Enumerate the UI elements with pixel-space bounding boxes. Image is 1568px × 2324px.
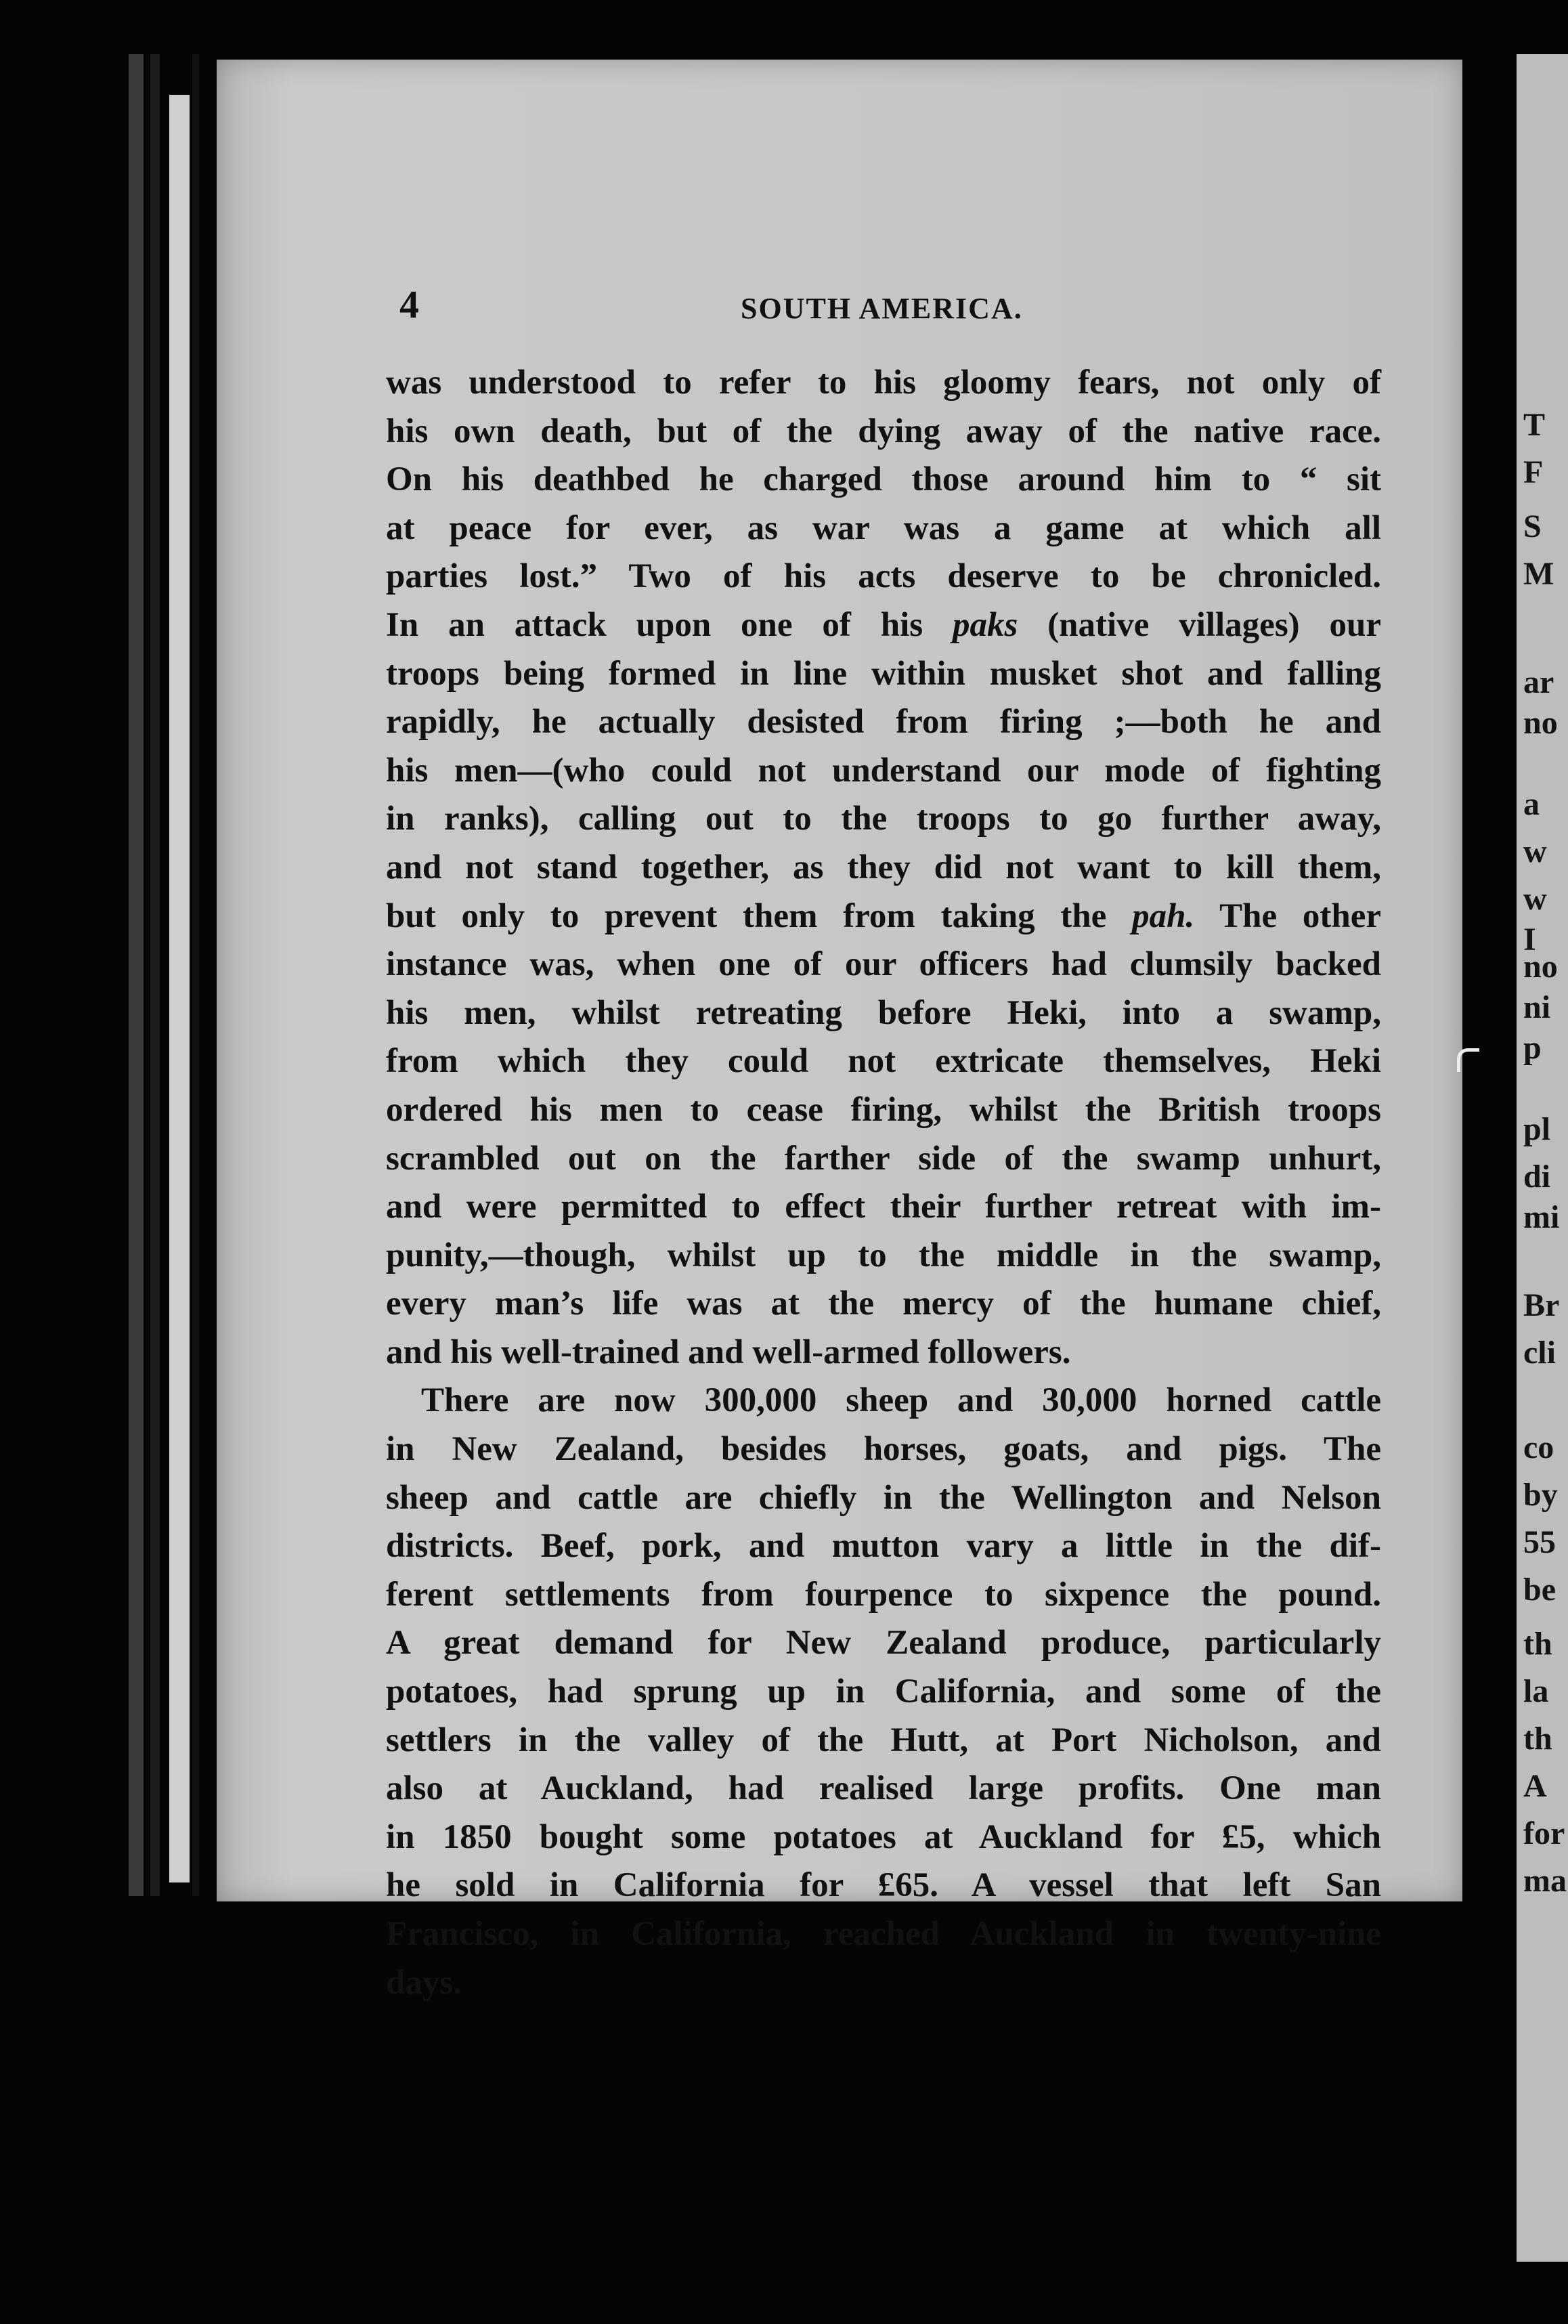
facing-page-fragment: be: [1523, 1572, 1556, 1608]
text-line: There are now 300,000 sheep and 30,000 horned cattle: [421, 1381, 1381, 1420]
text-line: ferent settlements from fourpence to sixpence the pound.: [386, 1575, 1381, 1614]
body-text: [386, 359, 1381, 2007]
text-line: and were permitted to effect their further retreat with im-: [386, 1188, 1381, 1226]
facing-page-fragment: ma: [1523, 1863, 1567, 1899]
facing-page-fragment: ar: [1523, 664, 1554, 700]
book-edge: [192, 54, 199, 1896]
text-fragment: The other: [1219, 897, 1381, 935]
book-edge: [129, 54, 144, 1896]
text-line: sheep and cattle are chiefly in the Wellington and Nelson: [386, 1478, 1381, 1517]
facing-page-fragment: p: [1523, 1030, 1542, 1066]
text-line: troops being formed in line within musket shot and falling: [386, 654, 1381, 693]
text-line: his own death, but of the dying away of the native race.: [386, 412, 1381, 450]
facing-page-fragment: A: [1523, 1768, 1547, 1804]
text-fragment: (native villages) our: [1047, 605, 1382, 644]
facing-page-fragment: di: [1523, 1159, 1551, 1195]
book-edge: [150, 54, 160, 1896]
facing-page-fragment: M: [1523, 556, 1554, 592]
text-line: his men—(who could not understand our mode of fighting: [386, 751, 1381, 790]
facing-page-fragment: F: [1523, 454, 1544, 490]
facing-page-fragment: pl: [1523, 1111, 1551, 1147]
facing-page-fragment: th: [1523, 1721, 1552, 1757]
text-line: in 1850 bought some potatoes at Auckland for £5, which: [386, 1817, 1381, 1856]
italic-word: paks: [952, 605, 1018, 644]
facing-page-fragment: I: [1523, 922, 1536, 957]
facing-page-fragment: co: [1523, 1429, 1554, 1465]
text-line: instance was, when one of our officers had clumsily backed: [386, 945, 1381, 984]
text-fragment: In an attack upon one of his: [386, 605, 923, 644]
facing-page-fragment: Br: [1523, 1287, 1560, 1323]
text-line: and not stand together, as they did not want to kill them,: [386, 848, 1381, 886]
facing-page-fragment: mi: [1523, 1199, 1560, 1235]
text-line: [386, 601, 1381, 650]
facing-page-fragment: no: [1523, 705, 1558, 741]
text-fragment: but only to prevent them from taking the: [386, 897, 1107, 935]
text-line: On his deathbed he charged those around him to “ sit: [386, 460, 1381, 499]
facing-page-fragment: for: [1523, 1815, 1565, 1851]
page-number: 4: [399, 282, 419, 326]
text-line: days.: [386, 1963, 462, 2002]
text-line: at peace for ever, as war was a game at which all: [386, 509, 1381, 547]
text-line: punity,—though, whilst up to the middle in the swamp,: [386, 1236, 1381, 1274]
text-line: was understood to refer to his gloomy fears, not only of: [386, 364, 1381, 402]
text-line: and his well-trained and well-armed followers.: [386, 1333, 1071, 1371]
facing-page-fragment: S: [1523, 509, 1542, 544]
text-line: parties lost.” Two of his acts deserve to be chronicled.: [386, 557, 1381, 596]
facing-page-fragment: ni: [1523, 989, 1551, 1025]
book-edge: [169, 95, 190, 1882]
text-line: scrambled out on the farther side of the swamp unhurt,: [386, 1139, 1381, 1178]
facing-page-fragment: w: [1523, 834, 1547, 869]
facing-page-fragment: 55: [1523, 1524, 1556, 1560]
facing-page-fragment: w: [1523, 881, 1547, 917]
scan-artifact-mark: [1457, 1048, 1479, 1072]
text-line: every man’s life was at the mercy of the humane chief,: [386, 1285, 1381, 1323]
facing-page-fragment: T: [1523, 407, 1546, 443]
text-line: Francisco, in California, reached Auckland in twenty-nine: [386, 1915, 1381, 1953]
facing-page-fragment: th: [1523, 1626, 1552, 1662]
text-line: settlers in the valley of the Hutt, at Port Nicholson, and: [386, 1721, 1381, 1759]
facing-page-fragment: cli: [1523, 1335, 1556, 1371]
italic-word: pah.: [1132, 897, 1195, 935]
text-line: rapidly, he actually desisted from firing ;—both he and: [386, 703, 1381, 741]
text-line: from which they could not extricate themselves, Heki: [386, 1042, 1381, 1081]
text-line: in ranks), calling out to the troops to go further away,: [386, 800, 1381, 838]
facing-page-fragment: by: [1523, 1477, 1558, 1513]
text-line: districts. Beef, pork, and mutton vary a little in the dif-: [386, 1527, 1381, 1566]
text-line: [386, 892, 1381, 941]
page-header: [399, 282, 1381, 329]
running-head: SOUTH AMERICA.: [741, 292, 1023, 325]
text-line: A great demand for New Zealand produce, particularly: [386, 1624, 1381, 1662]
text-line: ordered his men to cease firing, whilst the British troops: [386, 1090, 1381, 1129]
text-line: he sold in California for £65. A vessel that left San: [386, 1866, 1381, 1905]
text-line: also at Auckland, had realised large profits. One man: [386, 1769, 1381, 1808]
text-line: in New Zealand, besides horses, goats, and pigs. The: [386, 1430, 1381, 1469]
facing-page-fragment: no: [1523, 949, 1558, 985]
text-line: his men, whilst retreating before Heki, into a swamp,: [386, 993, 1381, 1032]
facing-page-fragment: la: [1523, 1673, 1549, 1709]
facing-page-fragment: a: [1523, 786, 1540, 822]
text-line: potatoes, had sprung up in California, and some of the: [386, 1673, 1381, 1711]
